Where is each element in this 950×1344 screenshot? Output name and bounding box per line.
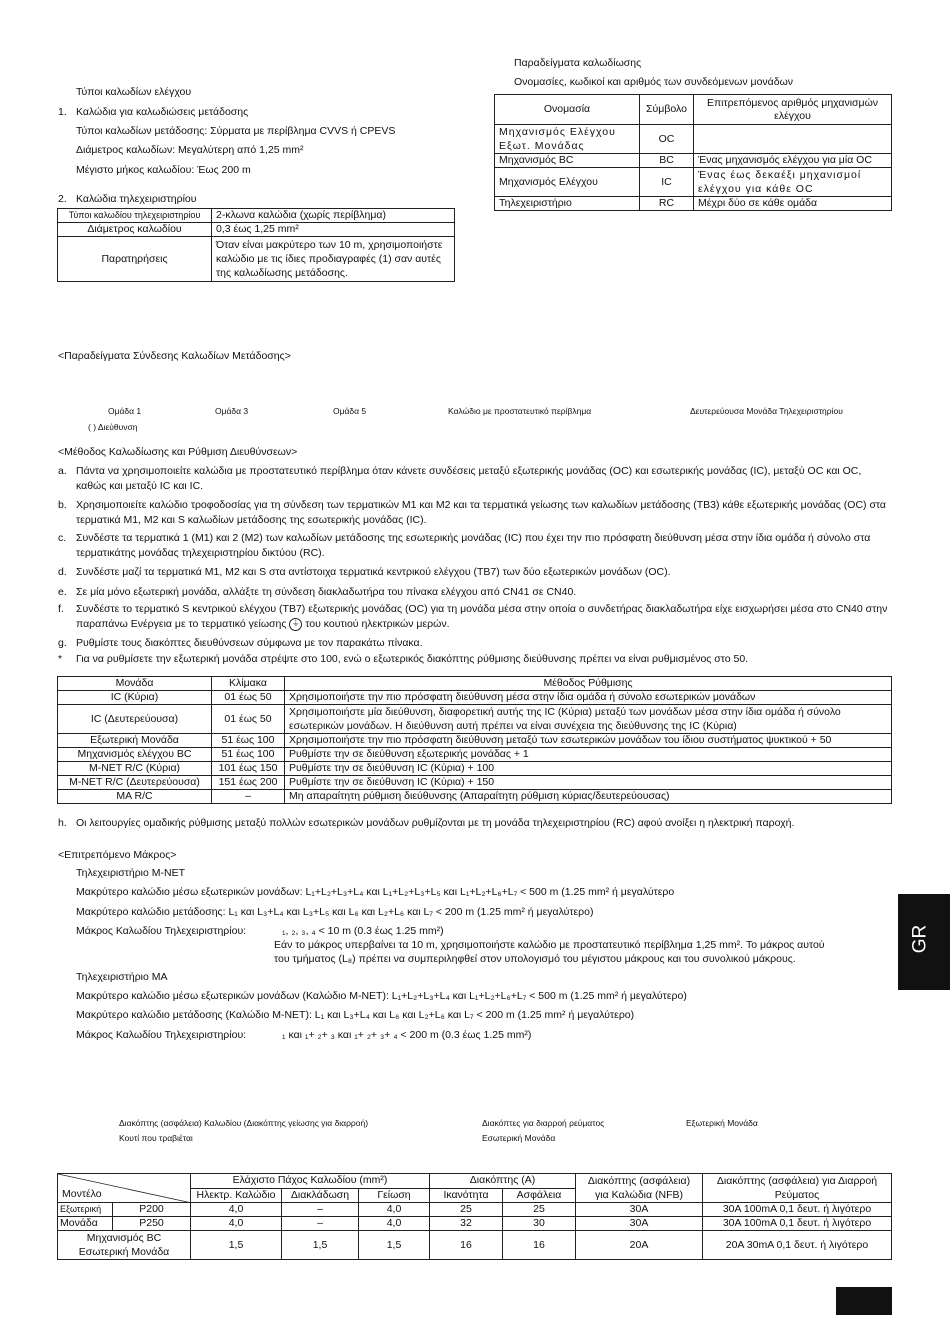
power-label-breaker: Διακόπτης (ασφάλεια) Καλωδίου (Διακόπτης γείωσης για διαρροή) bbox=[119, 1118, 369, 1128]
step-h bbox=[58, 816, 892, 831]
power-table-header: Γείωση bbox=[359, 1188, 430, 1203]
mnet-rc-title: Τηλεχειριστήριο M-NET bbox=[76, 867, 186, 879]
ma-rc-length-values: ₁ και ₁+ ₂+ ₃ και ₁+ ₂+ ₃+ ₄ < 200 m (0.3 έως 1.25 mm²) bbox=[282, 1029, 532, 1041]
power-table-cell: – bbox=[282, 1217, 359, 1231]
power-table-cell: Μονάδα bbox=[58, 1217, 113, 1231]
units-table-cell: Ένας έως δεκαέξι μηχανισμοί ελέγχου για κάθε OC bbox=[694, 168, 892, 197]
power-table-cell: – bbox=[282, 1203, 359, 1217]
diagram-label-group3: Ομάδα 3 bbox=[215, 406, 249, 416]
power-table-cell: 30A 100mA 0,1 δευτ. ή λιγότερο bbox=[703, 1203, 892, 1217]
remote-table-cell: Παρατηρήσεις bbox=[58, 237, 212, 282]
power-table-cell: 30A bbox=[576, 1217, 703, 1231]
power-table-cell: 4,0 bbox=[359, 1217, 430, 1231]
power-table-cell: 4,0 bbox=[359, 1203, 430, 1217]
step-f bbox=[58, 602, 892, 632]
units-table-cell: Μηχανισμός BC bbox=[495, 154, 640, 168]
step-label: c. bbox=[58, 532, 67, 544]
power-label-indoor: Εσωτερική Μονάδα bbox=[482, 1133, 556, 1143]
address-setting-table bbox=[57, 676, 892, 804]
address-table-cell: Ρυθμίστε την σε διεύθυνση IC (Κύρια) + 100 bbox=[285, 762, 892, 776]
power-cable-table bbox=[57, 1173, 892, 1260]
units-table-cell: Τηλεχειριστήριο bbox=[495, 197, 640, 211]
power-table-cell: 1,5 bbox=[191, 1231, 282, 1260]
power-label-leak-switch: Διακόπτες για διαρροή ρεύματος bbox=[482, 1118, 605, 1128]
step-c bbox=[58, 531, 892, 561]
step-text: Ρυθμίστε τους διακόπτες διευθύνσεων σύμφωνα με τον παρακάτω πίνακα. bbox=[76, 637, 423, 649]
step-text: Οι λειτουργίες ομαδικής ρύθμισης μεταξύ πολλών εσωτερικών μονάδων ρυθμίζονται με τη μονάδα τηλεχειριστηρίου (RC) αφού ανοίξει η ηλεκτρική παροχή. bbox=[76, 817, 795, 829]
address-table-cell: IC (Δευτερεύουσα) bbox=[58, 705, 212, 734]
step-label: b. bbox=[58, 499, 67, 511]
power-table-cell: 32 bbox=[430, 1217, 503, 1231]
diagram-label-group1: Ομάδα 1 bbox=[108, 406, 142, 416]
item1-title: Καλώδια για καλωδιώσεις μετάδοσης bbox=[76, 106, 249, 118]
ma-line-1: Μακρύτερο καλώδιο μέσω εξωτερικών μονάδων (Καλώδιο M-NET): L₁+L₂+L₃+L₄ και L₁+L₂+L₆+L₇ < 500 m (1.25 mm² ή μεγαλύτερο) bbox=[76, 990, 687, 1002]
power-table-header: Μοντέλο bbox=[62, 1188, 102, 1200]
step-b bbox=[58, 498, 892, 528]
address-table-cell: Χρησιμοποιήστε την πιο πρόσφατη διεύθυνση μέσα στην ίδια ομάδα ή σύνολο εσωτερικών μονάδων bbox=[285, 691, 892, 705]
mnet-line-1: Μακρύτερο καλώδιο μέσω εξωτερικών μονάδων: L₁+L₂+L₃+L₄ και L₁+L₂+L₃+L₅ και L₁+L₂+L₆+L₇ < 500 m (1.25 mm² ή μεγαλύτερο bbox=[76, 886, 675, 898]
power-table-model-header bbox=[58, 1174, 191, 1203]
power-table-cell: 16 bbox=[430, 1231, 503, 1260]
remote-table-cell: Διάμετρος καλωδίου bbox=[58, 223, 212, 237]
diagram-label-group5: Ομάδα 5 bbox=[333, 406, 367, 416]
power-table-cell: 25 bbox=[430, 1203, 503, 1217]
power-table-header: Διακόπτης (ασφάλεια) για Διαρροή Ρεύματος bbox=[703, 1174, 892, 1203]
step-label: a. bbox=[58, 465, 67, 477]
address-table-cell: 51 έως 100 bbox=[212, 734, 285, 748]
item2-title: Καλώδια τηλεχειριστηρίου bbox=[76, 193, 197, 205]
step-label: e. bbox=[58, 586, 67, 598]
step-e bbox=[58, 585, 892, 600]
unit-codes-table bbox=[494, 94, 892, 211]
units-table-header: Ονομασία bbox=[495, 95, 640, 125]
ground-terminal-icon: ⏚ bbox=[289, 618, 302, 631]
units-table-cell: OC bbox=[640, 125, 694, 154]
power-table-cell: 20A bbox=[576, 1231, 703, 1260]
ma-line-2: Μακρύτερο καλώδιο μετάδοσης (Καλώδιο M-NET): L₁ και L₃+L₄ και L₆ και L₂+L₆ και L₇ < 200 m (1.25 mm² ή μεγαλύτερο) bbox=[76, 1009, 635, 1021]
mnet-note-1: Εάν το μάκρος υπερβαίνει τα 10 m, χρησιμοποιήστε καλώδιο με προστατευτικό περίβλημα 1,25 mm². Το μάκρος αυτού bbox=[274, 939, 825, 951]
address-table-header: Μονάδα bbox=[58, 677, 212, 691]
address-table-cell: IC (Κύρια) bbox=[58, 691, 212, 705]
power-label-pull-box: Κουτί που τραβιέται bbox=[119, 1133, 193, 1143]
diagram-label-secondary-rc: Δευτερεύουσα Μονάδα Τηλεχειριστηρίου bbox=[690, 406, 843, 416]
power-table-cell: Μηχανισμός BC bbox=[86, 1232, 162, 1244]
power-table-header: Διακόπτης (ασφάλεια) για Καλώδια (NFB) bbox=[576, 1174, 703, 1203]
address-table-cell: M-NET R/C (Δευτερεύουσα) bbox=[58, 776, 212, 790]
step-text bbox=[76, 602, 892, 632]
power-table-cell: 1,5 bbox=[359, 1231, 430, 1260]
address-table-cell: 01 έως 50 bbox=[212, 705, 285, 734]
mnet-rc-length-values: ₁, ₂, ₃, ₄ < 10 m (0.3 έως 1.25 mm²) bbox=[282, 925, 444, 937]
item1-cable-types: Τύποι καλωδίων μετάδοσης: Σύρματα με περίβλημα CVVS ή CPEVS bbox=[76, 125, 396, 137]
units-table-cell: RC bbox=[640, 197, 694, 211]
units-table-cell: Μέχρι δύο σε κάθε ομάδα bbox=[694, 197, 892, 211]
step-text: Πάντα να χρησιμοποιείτε καλώδια με προστατευτικό περίβλημα όταν κάνετε συνδέσεις μεταξύ εξωτερικής μονάδας (OC) και εσωτερικής μονάδας (IC), μεταξύ OC και OC, καθώς και μεταξύ IC και IC. bbox=[76, 465, 862, 492]
power-table-bc-indoor bbox=[58, 1231, 191, 1260]
power-table-cell: P250 bbox=[113, 1217, 191, 1231]
allowed-length-heading: <Επιτρεπόμενο Μάκρος> bbox=[58, 849, 177, 861]
power-table-header: Ηλεκτρ. Καλώδιο bbox=[191, 1188, 282, 1203]
address-table-cell: – bbox=[212, 790, 285, 804]
step-label: * bbox=[58, 653, 63, 665]
item1-number: 1. bbox=[58, 106, 67, 118]
units-table-cell: BC bbox=[640, 154, 694, 168]
address-table-cell: 51 έως 100 bbox=[212, 748, 285, 762]
step-a bbox=[58, 464, 892, 494]
connection-examples-heading: <Παραδείγματα Σύνδεσης Καλωδίων Μετάδοσης> bbox=[58, 350, 291, 362]
control-cable-types-title: Τύποι καλωδίων ελέγχου bbox=[76, 86, 192, 98]
power-table-header: Ελάχιστο Πάχος Καλωδίου (mm²) bbox=[191, 1174, 430, 1189]
wiring-examples-title: Παραδείγματα καλωδίωσης bbox=[514, 57, 642, 69]
power-table-header: Ικανότητα bbox=[430, 1188, 503, 1203]
address-table-cell: Χρησιμοποιήστε μία διεύθυνση, διαφορετική αυτής της IC (Κύρια) μεταξύ των μονάδων μέσα στην ίδια ομάδα ή σύνολο εσωτερικών μονάδων. Η διεύθυνση αυτή πρέπει να είναι συνέχεια της διεύθυνσης της IC (Κύρια) bbox=[285, 705, 892, 734]
step-text: Για να ρυθμίσετε την εξωτερική μονάδα στρέψτε στο 100, ενώ ο εξωτερικός διακόπτης ρύθμισης διεύθυνσης πρέπει να είναι ρυθμισμένος στο 50. bbox=[76, 653, 749, 665]
power-table-cell: 25 bbox=[503, 1203, 576, 1217]
power-table-cell: 4,0 bbox=[191, 1217, 282, 1231]
address-table-cell: Μηχανισμός ελέγχου BC bbox=[58, 748, 212, 762]
step-f-text-b: του κουτιού ηλεκτρικών μερών. bbox=[305, 618, 450, 630]
remote-table-cell: Τύποι καλωδίου τηλεχειριστηρίου bbox=[58, 209, 212, 223]
units-table-cell bbox=[694, 125, 892, 154]
power-table-cell: 30 bbox=[503, 1217, 576, 1231]
step-g bbox=[58, 636, 892, 651]
item1-max-length: Μέγιστο μήκος καλωδίου: Έως 200 m bbox=[76, 164, 251, 176]
units-table-cell: IC bbox=[640, 168, 694, 197]
power-table-cell: 30A 100mA 0,1 δευτ. ή λιγότερο bbox=[703, 1217, 892, 1231]
power-table-cell: 16 bbox=[503, 1231, 576, 1260]
address-table-cell: Ρυθμίστε την σε διεύθυνση εξωτερικής μονάδας + 1 bbox=[285, 748, 892, 762]
units-table-header: Σύμβολο bbox=[640, 95, 694, 125]
step-text: Χρησιμοποιείτε καλώδιο τροφοδοσίας για τη σύνδεση των τερματικών M1 και M2 και τα τερματικά γείωσης των καλωδίων μετάδοσης (TB3) κάθε εξωτερικής μονάδας (OC) στα τερματικά M1, M2 και S καλωδίων μετάδοσης της εσωτερικής μονάδας (IC). bbox=[76, 499, 886, 526]
power-table-cell: Εσωτερική Μονάδα bbox=[78, 1246, 170, 1258]
mnet-rc-length-label: Μάκρος Καλωδίου Τηλεχειριστηρίου: bbox=[76, 925, 247, 937]
language-tab-label: GR bbox=[909, 924, 931, 954]
power-table-cell: 30A bbox=[576, 1203, 703, 1217]
unit-names-title: Ονομασίες, κωδικοί και αριθμός των συνδεόμενων μονάδων bbox=[514, 76, 794, 88]
step-label: d. bbox=[58, 566, 67, 578]
power-table-cell: 20A 30mA 0,1 δευτ. ή λιγότερο bbox=[703, 1231, 892, 1260]
step-d bbox=[58, 565, 892, 580]
units-table-header: Επιτρεπόμενος αριθμός μηχανισμών ελέγχου bbox=[694, 95, 892, 125]
address-table-cell: Χρησιμοποιήστε την πιο πρόσφατη διεύθυνση μεταξύ των εσωτερικών μονάδων του ίδιου συστήματος ψυκτικού + 50 bbox=[285, 734, 892, 748]
step-label: g. bbox=[58, 637, 67, 649]
item2-number: 2. bbox=[58, 193, 67, 205]
address-table-cell: 101 έως 150 bbox=[212, 762, 285, 776]
step-text: Συνδέστε τα τερματικά 1 (M1) και 2 (M2) των καλωδίων μετάδοσης της εσωτερικής μονάδας (IC) που έχει την πιο πρόσφατη διεύθυνση μέσα στην ίδια ομάδα ή σύνολο στα τερματικάτης μονάδας τηλεχειριστηρίου δικτύου (RC). bbox=[76, 532, 871, 559]
ma-rc-length-label: Μάκρος Καλωδίου Τηλεχειριστηρίου: bbox=[76, 1029, 247, 1041]
remote-cable-table bbox=[57, 208, 455, 282]
address-table-cell: Ρυθμίστε την σε διεύθυνση IC (Κύρια) + 150 bbox=[285, 776, 892, 790]
power-table-cell: 4,0 bbox=[191, 1203, 282, 1217]
address-table-header: Κλίμακα bbox=[212, 677, 285, 691]
step-label: h. bbox=[58, 817, 67, 829]
language-tab bbox=[898, 894, 950, 990]
power-label-outdoor: Εξωτερική Μονάδα bbox=[686, 1118, 758, 1128]
power-table-cell: P200 bbox=[113, 1203, 191, 1217]
step-label: f. bbox=[58, 603, 64, 615]
step-note bbox=[58, 652, 892, 667]
units-table-cell: Ένας μηχανισμός ελέγχου για μία OC bbox=[694, 154, 892, 168]
step-text: Σε μία μόνο εξωτερική μονάδα, αλλάξτε τη σύνδεση διακλαδωτήρα του πίνακα ελέγχου από CN41 σε CN40. bbox=[76, 586, 577, 598]
mnet-note-2: του τμήματος (L₈) πρέπει να συμπεριληφθεί στον υπολογισμό του μέγιστου μάκρους και του συνολικού μάκρους. bbox=[274, 953, 796, 965]
power-table-header: Διακλάδωση bbox=[282, 1188, 359, 1203]
item1-diameter: Διάμετρος καλωδίων: Μεγαλύτερη από 1,25 mm² bbox=[76, 144, 304, 156]
page-number-block bbox=[836, 1287, 892, 1315]
diagram-label-address: ( ) Διεύθυνση bbox=[88, 422, 138, 432]
address-table-cell: Μη απαραίτητη ρύθμιση διεύθυνσης (Απαραίτητη ρύθμιση κύριας/δευτερεύουσας) bbox=[285, 790, 892, 804]
power-table-cell: Εξωτερική bbox=[58, 1203, 113, 1217]
remote-table-cell: 0,3 έως 1,25 mm² bbox=[212, 223, 455, 237]
step-text: Συνδέστε μαζί τα τερματικά M1, M2 και S στα αντίστοιχα τερματικά κεντρικού ελέγχου (TB7) των δύο εξωτερικών μονάδων (OC). bbox=[76, 566, 671, 578]
power-table-header: Ασφάλεια bbox=[503, 1188, 576, 1203]
ma-rc-title: Τηλεχειριστήριο MA bbox=[76, 971, 168, 983]
address-table-header: Μέθοδος Ρύθμισης bbox=[285, 677, 892, 691]
units-table-cell: Μηχανισμός Ελέγχου Εξωτ. Μονάδας bbox=[495, 125, 640, 154]
power-table-header: Διακόπτης (A) bbox=[430, 1174, 576, 1189]
power-table-cell: 1,5 bbox=[282, 1231, 359, 1260]
units-table-cell: Μηχανισμός Ελέγχου bbox=[495, 168, 640, 197]
remote-table-cell: 2-κλωνα καλώδια (χωρίς περίβλημα) bbox=[212, 209, 455, 223]
address-table-cell: MA R/C bbox=[58, 790, 212, 804]
remote-table-cell: Όταν είναι μακρύτερο των 10 m, χρησιμοποιήστε καλώδιο με τις ίδιες προδιαγραφές (1) σαν αυτές της καλωδίωσης μετάδοσης. bbox=[212, 237, 455, 282]
method-heading: <Μέθοδος Καλωδίωσης και Ρύθμιση Διευθύνσεων> bbox=[58, 446, 298, 458]
mnet-line-2: Μακρύτερο καλώδιο μετάδοσης: L₁ και L₃+L₄ και L₃+L₅ και L₆ και L₂+L₆ και L₇ < 200 m (1.25 mm² ή μεγαλύτερο) bbox=[76, 906, 594, 918]
address-table-cell: 151 έως 200 bbox=[212, 776, 285, 790]
diagram-label-shielded: Καλώδιο με προστατευτικό περίβλημα bbox=[448, 406, 592, 416]
step-f-text-a: Συνδέστε το τερματικό S κεντρικού ελέγχου (TB7) εξωτερικής μονάδας (OC) για τη μονάδα μέσα στην οποία ο συνδετήρας διακλαδωτήρα είχε εισχωρήσει μέσα στο CN40 στην παραπάνω Ενέργεια με το τερματικό γείωσης bbox=[76, 603, 888, 630]
address-table-cell: Εξωτερική Μονάδα bbox=[58, 734, 212, 748]
address-table-cell: M-NET R/C (Κύρια) bbox=[58, 762, 212, 776]
address-table-cell: 01 έως 50 bbox=[212, 691, 285, 705]
